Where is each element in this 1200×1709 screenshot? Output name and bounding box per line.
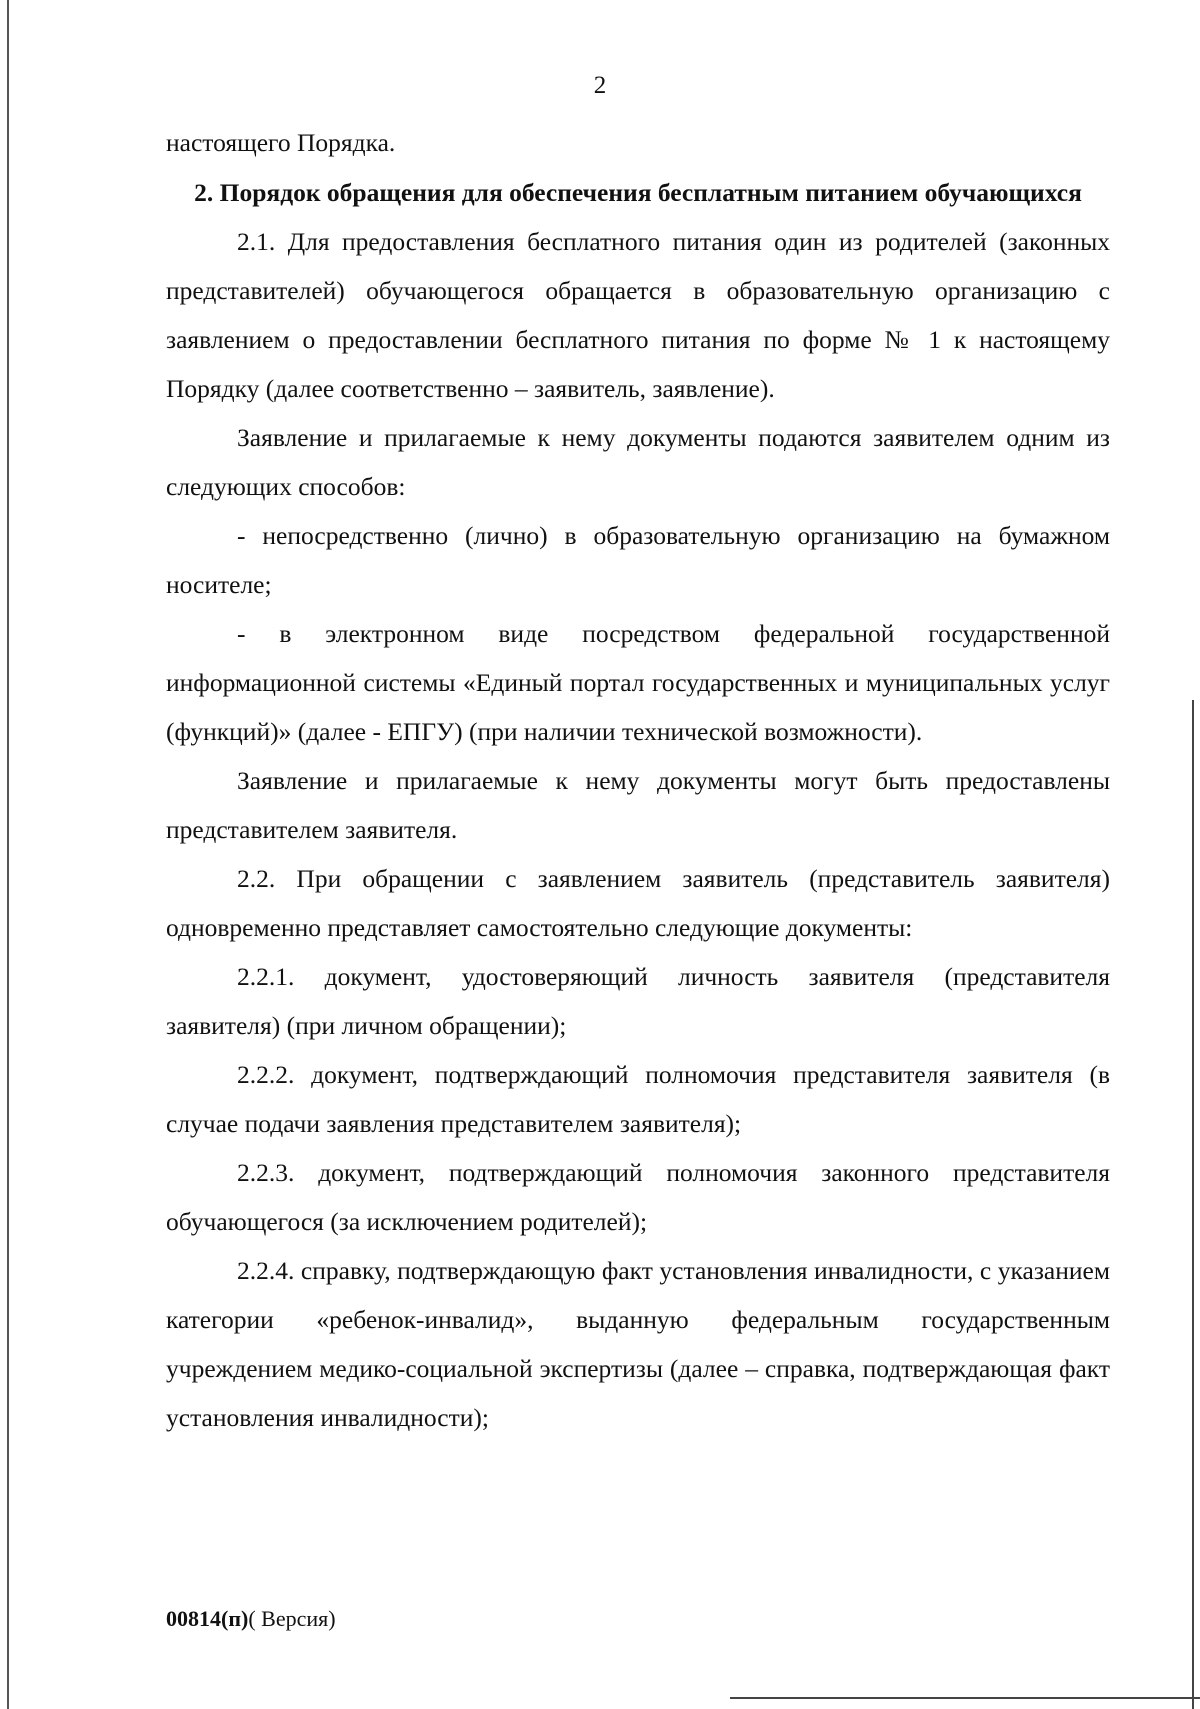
paragraph-2-2-4: 2.2.4. справку, подтверждающую факт установления инвалидности, с указанием категории «ребенок-инвалид», выданную федеральным государственным учреждением медико-социальной экспертизы (далее – справка, подтверждающая факт установления инвалидности);	[166, 1256, 1110, 1432]
page-number: 2	[593, 72, 607, 99]
section-heading: 2. Порядок обращения для обеспечения бесплатным питанием обучающихся	[194, 178, 1082, 207]
document-footer	[166, 1606, 336, 1632]
paragraph-2-2-2: 2.2.2. документ, подтверждающий полномочия представителя заявителя (в случае подачи заявления представителем заявителя);	[166, 1060, 1110, 1138]
paragraph-2-1: 2.1. Для предоставления бесплатного питания один из родителей (законных представителей) обучающегося обращается в образовательную организацию с заявлением о предоставлении бесплатного питания по форме № 1 к настоящему Порядку (далее соответственно – заявитель, заявление).	[166, 227, 1110, 403]
document-body	[166, 118, 1110, 1442]
paragraph-2-2-3: 2.2.3. документ, подтверждающий полномочия законного представителя обучающегося (за исключением родителей);	[166, 1158, 1110, 1236]
paragraph-method-electronic: - в электронном виде посредством федеральной государственной информационной системы «Единый портал государственных и муниципальных услуг (функций)» (далее - ЕПГУ) (при наличии технической возможности).	[166, 619, 1110, 746]
paragraph-method-in-person: - непосредственно (лично) в образовательную организацию на бумажном носителе;	[166, 521, 1110, 599]
paragraph-representative: Заявление и прилагаемые к нему документы могут быть предоставлены представителем заявителя.	[166, 766, 1110, 844]
paragraph-2-2: 2.2. При обращении с заявлением заявитель (представитель заявителя) одновременно представляет самостоятельно следующие документы:	[166, 864, 1110, 942]
paragraph-2-2-1: 2.2.1. документ, удостоверяющий личность заявителя (представителя заявителя) (при личном обращении);	[166, 962, 1110, 1040]
document-code: 00814(п)	[166, 1606, 249, 1631]
scan-edge-right	[1192, 700, 1194, 1709]
scan-edge-left	[7, 0, 9, 1709]
continuation-text: настоящего Порядка.	[166, 128, 396, 157]
document-version: ( Версия)	[248, 1606, 336, 1631]
paragraph-submission-methods: Заявление и прилагаемые к нему документы подаются заявителем одним из следующих способов:	[166, 423, 1110, 501]
scan-edge-bottom	[730, 1697, 1200, 1699]
